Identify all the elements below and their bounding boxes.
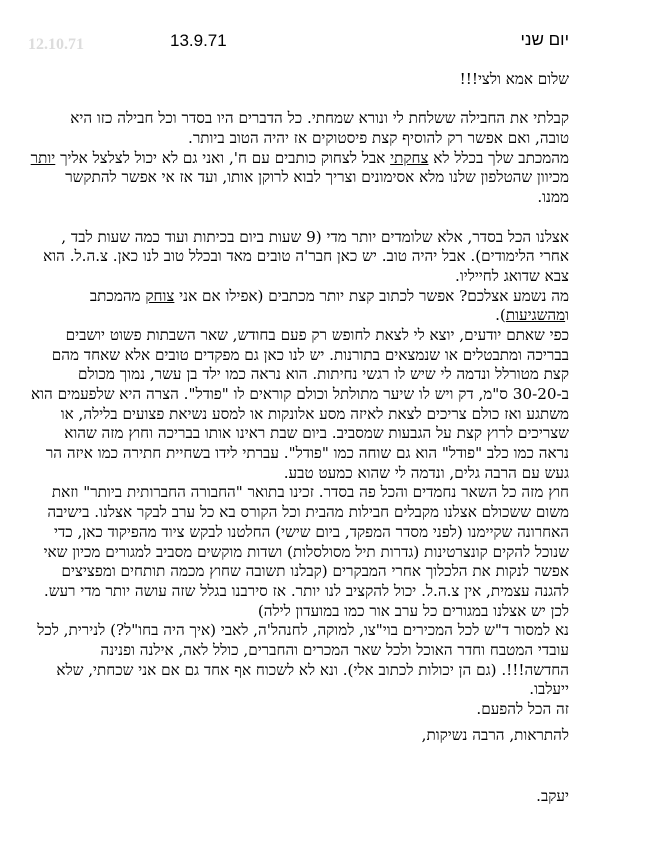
text-line — [39, 424, 569, 444]
text-line — [39, 168, 569, 188]
text-line — [39, 602, 569, 622]
text-line — [30, 148, 569, 169]
text-run: ב-30-20 ס"מ, דק ויש לו שיער מתולתל וכולם קוראים לו "פודל". הצרה היא שלפעמים הוא — [31, 385, 569, 403]
text-line — [39, 621, 569, 641]
text-run: כפי שאתם יודעים, יוצא לי לצאת לחופש רק פעם בחודש, שאר השבתות פשוט יושבים — [65, 325, 569, 344]
underlined-word: יותר — [30, 148, 56, 167]
paragraph — [30, 109, 569, 207]
text-line — [39, 503, 569, 523]
text-run: מה נשמע אצלכם? אפשר לכתוב קצת יותר מכתבים (אפילו אם אני — [174, 286, 569, 305]
text-line — [39, 562, 569, 582]
text-line — [39, 109, 569, 129]
text-run: בבריכה ומתבטלים או שנמצאים בתורנות. יש לנו כאן גם מפקדים טובים אלא שאחד מהם — [51, 345, 569, 364]
paragraph — [31, 227, 569, 720]
text-run: משום ששכולם אצלנו מקבלים חבילות מהבית וכל הקורס בא כל ערב לבקר אצלנו. בישיבה — [47, 503, 569, 522]
paragraphs — [30, 109, 569, 719]
signature: יעקב. — [536, 787, 569, 805]
text-line — [39, 247, 569, 267]
text-line — [39, 405, 569, 425]
text-line — [39, 188, 569, 208]
text-line — [39, 365, 569, 385]
greeting: שלום אמא ולצי!!! — [459, 70, 569, 88]
underlined-word: מהשגיעות — [505, 306, 566, 325]
text-run: קבלתי את החבילה ששלחת לי ונורא שמחתי. כל הדברים היו בסדר וכל חבילה כזו היא — [70, 109, 569, 128]
text-run: לכן יש אצלנו במגורים כל ערב אור כמו במועדון לילה) — [257, 601, 569, 620]
text-run: האחרונה שקיימנו (לפני מסדר המפקד, ביום שישי) החלטנו לבקש ציוד מהפיקוד כאן, כדי — [54, 522, 569, 541]
text-run: להגנה עצמית, אין צ.ה.ל. יכול להקציב לנו יותר. אז סירבנו בגלל שזה עושה יותר מדי רעש. — [43, 581, 569, 600]
underlined-word: צוחק — [145, 286, 175, 305]
text-run: ו — [565, 306, 569, 325]
underlined-word: צחקתי — [390, 148, 429, 167]
text-run: החדשה!!!. (גם הן יכולות לכתוב אלי). ונא לא לשכוח אף אחד גם אם אני שכחתי, שלא — [56, 660, 569, 679]
faint-date-ghost: 12.10.71 — [28, 36, 84, 53]
spacer — [39, 90, 569, 110]
text-run: משתגע ואז כולם צריכים לצאת לאיזה מסע אלונקות או למסע נשיאת פצועים בלילה, או — [60, 404, 569, 423]
text-run: מהמכתב — [89, 286, 146, 305]
text-run: מהמכתב שלך בכלל לא — [428, 148, 569, 167]
text-run: אבל לצחוק כותבים עם ח', ואני גם לא יכול לצלצל אליך — [55, 148, 391, 167]
day-heading: יום שני — [520, 30, 569, 49]
text-run: נא למסור ד"ש לכל המכירים בוי"צו, למוקה, לחנהל'ה, לאבי (איך היה בחו"ל?) לנירית, לכל — [37, 621, 569, 640]
text-run: ). — [495, 306, 506, 325]
text-run: מכיוון שהטלפון שלנו מלא אסימונים וצריך לבוא לרוקן אותו, ועד אז אי אפשר להתקשר — [65, 168, 569, 187]
letter-date: 13.9.71 — [170, 31, 227, 50]
text-run: שנוכל להקים קונצרטינות (גדרות תיל מסולסלות) ושדות מוקשים מסביב למגורים מכיון שאי — [43, 542, 569, 561]
text-line — [39, 129, 569, 149]
text-line — [39, 582, 569, 602]
text-line — [39, 228, 569, 248]
text-line — [39, 700, 569, 720]
text-run: ייעלבו. — [529, 680, 569, 699]
text-line — [39, 267, 569, 287]
text-line — [39, 464, 569, 484]
text-line — [39, 661, 569, 681]
spacer — [39, 208, 569, 228]
text-line — [39, 680, 569, 700]
text-line — [39, 641, 569, 661]
text-line — [39, 543, 569, 563]
text-run: שצריכים לרוץ קצת על הגבעות שמסביב. ביום שבת ראינו אותו בבריכה וחוץ מזה שהוא — [64, 424, 569, 443]
text-line — [39, 523, 569, 543]
text-line — [39, 483, 569, 503]
text-run: טובה, ואם אפשר רק להוסיף קצת פיסטוקים אז יהיה הטוב ביותר. — [188, 129, 569, 148]
text-run: עובדי המטבח וחדר האוכל ולכל שאר המכרים והחברים, כולל לאה, אילנה ופנינה — [100, 640, 569, 659]
text-run: אצלנו הכל בסדר, אלא שלומדים יותר מדי (9 שעות ביום בכיתות ועוד כמה שעות לבד , — [61, 227, 569, 246]
letter-body — [30, 70, 569, 720]
text-run: חוץ מזה כל השאר נחמדים והכל פה בסדר. זכינו בתואר "החבורה החברותית ביותר" וזאת — [51, 483, 569, 502]
text-line — [31, 385, 569, 405]
text-line — [39, 326, 569, 346]
closing-line: להתראות, הרבה נשיקות, — [421, 726, 569, 744]
text-run: געש עם הרבה גלים, ונדמה לי שהוא כמעט טבע. — [283, 463, 569, 482]
text-run: אחרי הלימודים). אבל יהיה טוב. יש כאן חבר'ה טובים מאד ובכלל טוב לנו כאן. צ.ה.ל. הוא — [43, 247, 569, 266]
text-line — [39, 444, 569, 464]
text-line — [39, 346, 569, 366]
text-run: ממנו. — [537, 188, 569, 207]
text-line — [39, 287, 569, 307]
text-run: אפשר לנקות את הלכלוך אחרי המבקרים (קבלנו תשובה שחוץ מכמה תותחים ומפציצים — [61, 562, 569, 581]
text-run: צבא שדואג לחייליו. — [455, 266, 569, 285]
text-run: קצת מטורלל ונדמה לי שיש לו רגשי נחיתות. הוא נראה כמו ילד בן עשר, נמוך מכולם — [78, 365, 569, 384]
text-run: נראה כמו כלב "פודל" הוא גם שוחה כמו "פודל". עברתי לידו בשחיית חתירה כמו איזה הר — [45, 444, 569, 463]
text-run: זה הכל להפעם. — [476, 700, 569, 718]
text-line — [39, 306, 569, 326]
